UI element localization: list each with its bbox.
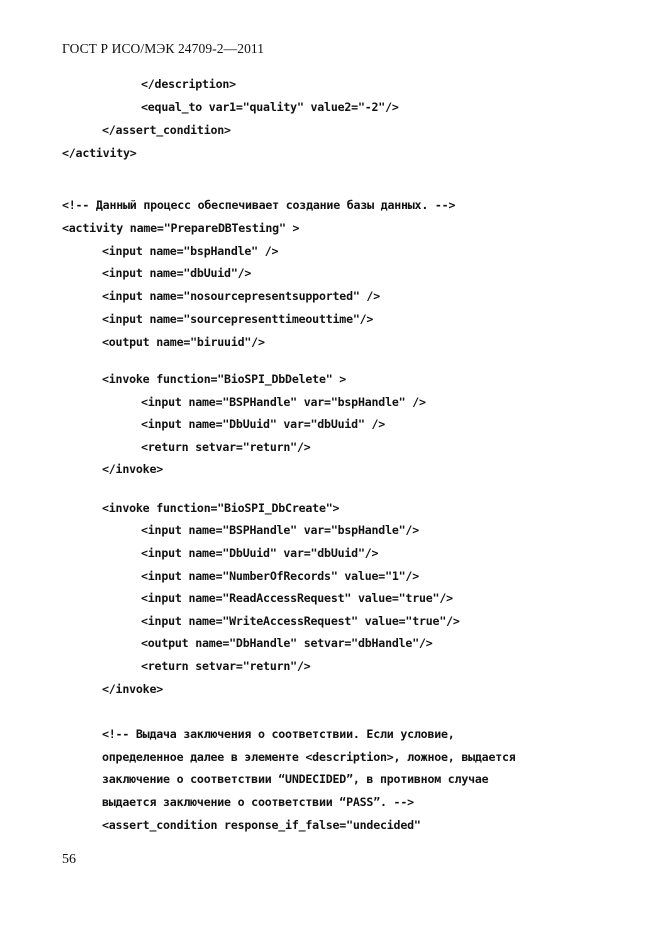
code-line: <output name="DbHandle" setvar="dbHandle"/> <box>141 636 433 650</box>
code-line: <input name="BSPHandle" var="bspHandle"/> <box>141 523 419 537</box>
code-line: </activity> <box>62 146 137 160</box>
code-line: <input name="DbUuid" var="dbUuid"/> <box>141 546 379 560</box>
code-comment: определенное далее в элементе <description>, ложное, выдается <box>102 750 516 764</box>
code-line: <input name="WriteAccessRequest" value="true"/> <box>141 614 460 628</box>
code-line: <input name="nosourcepresentsupported" /> <box>102 289 380 303</box>
code-line: <input name="ReadAccessRequest" value="true"/> <box>141 591 453 605</box>
code-line: <input name="dbUuid"/> <box>102 266 252 280</box>
code-line: <output name="biruuid"/> <box>102 335 265 349</box>
code-line: <return setvar="return"/> <box>141 440 311 454</box>
code-line: <invoke function="BioSPI_DbDelete" > <box>102 372 347 386</box>
code-line: </description> <box>141 77 236 91</box>
code-line: </invoke> <box>102 682 164 696</box>
code-line: <input name="BSPHandle" var="bspHandle" /> <box>141 395 426 409</box>
code-comment: <!-- Выдача заключения о соответствии. Если условие, <box>102 727 455 741</box>
code-line: <input name="sourcepresenttimeouttime"/> <box>102 312 374 326</box>
code-comment: выдается заключение о соответствии “PASS”. --> <box>102 795 414 809</box>
code-line: <equal_to var1="quality" value2="-2"/> <box>141 100 399 114</box>
code-line: <assert_condition response_if_false="undecided" <box>102 818 421 832</box>
code-line: <return setvar="return"/> <box>141 659 311 673</box>
code-comment: заключение о соответствии “UNDECIDED”, в противном случае <box>102 772 489 786</box>
code-line: <input name="bspHandle" /> <box>102 244 279 258</box>
code-line: </assert_condition> <box>102 123 231 137</box>
page-number: 56 <box>62 852 76 867</box>
code-line: </invoke> <box>102 462 164 476</box>
code-line: <activity name="PrepareDBTesting" > <box>62 221 300 235</box>
code-line: <input name="DbUuid" var="dbUuid" /> <box>141 417 386 431</box>
document-header: ГОСТ Р ИСО/МЭК 24709-2—2011 <box>62 41 265 56</box>
code-line: <invoke function="BioSPI_DbCreate"> <box>102 501 340 515</box>
code-line: <input name="NumberOfRecords" value="1"/> <box>141 569 419 583</box>
code-comment: <!-- Данный процесс обеспечивает создание базы данных. --> <box>62 198 456 212</box>
